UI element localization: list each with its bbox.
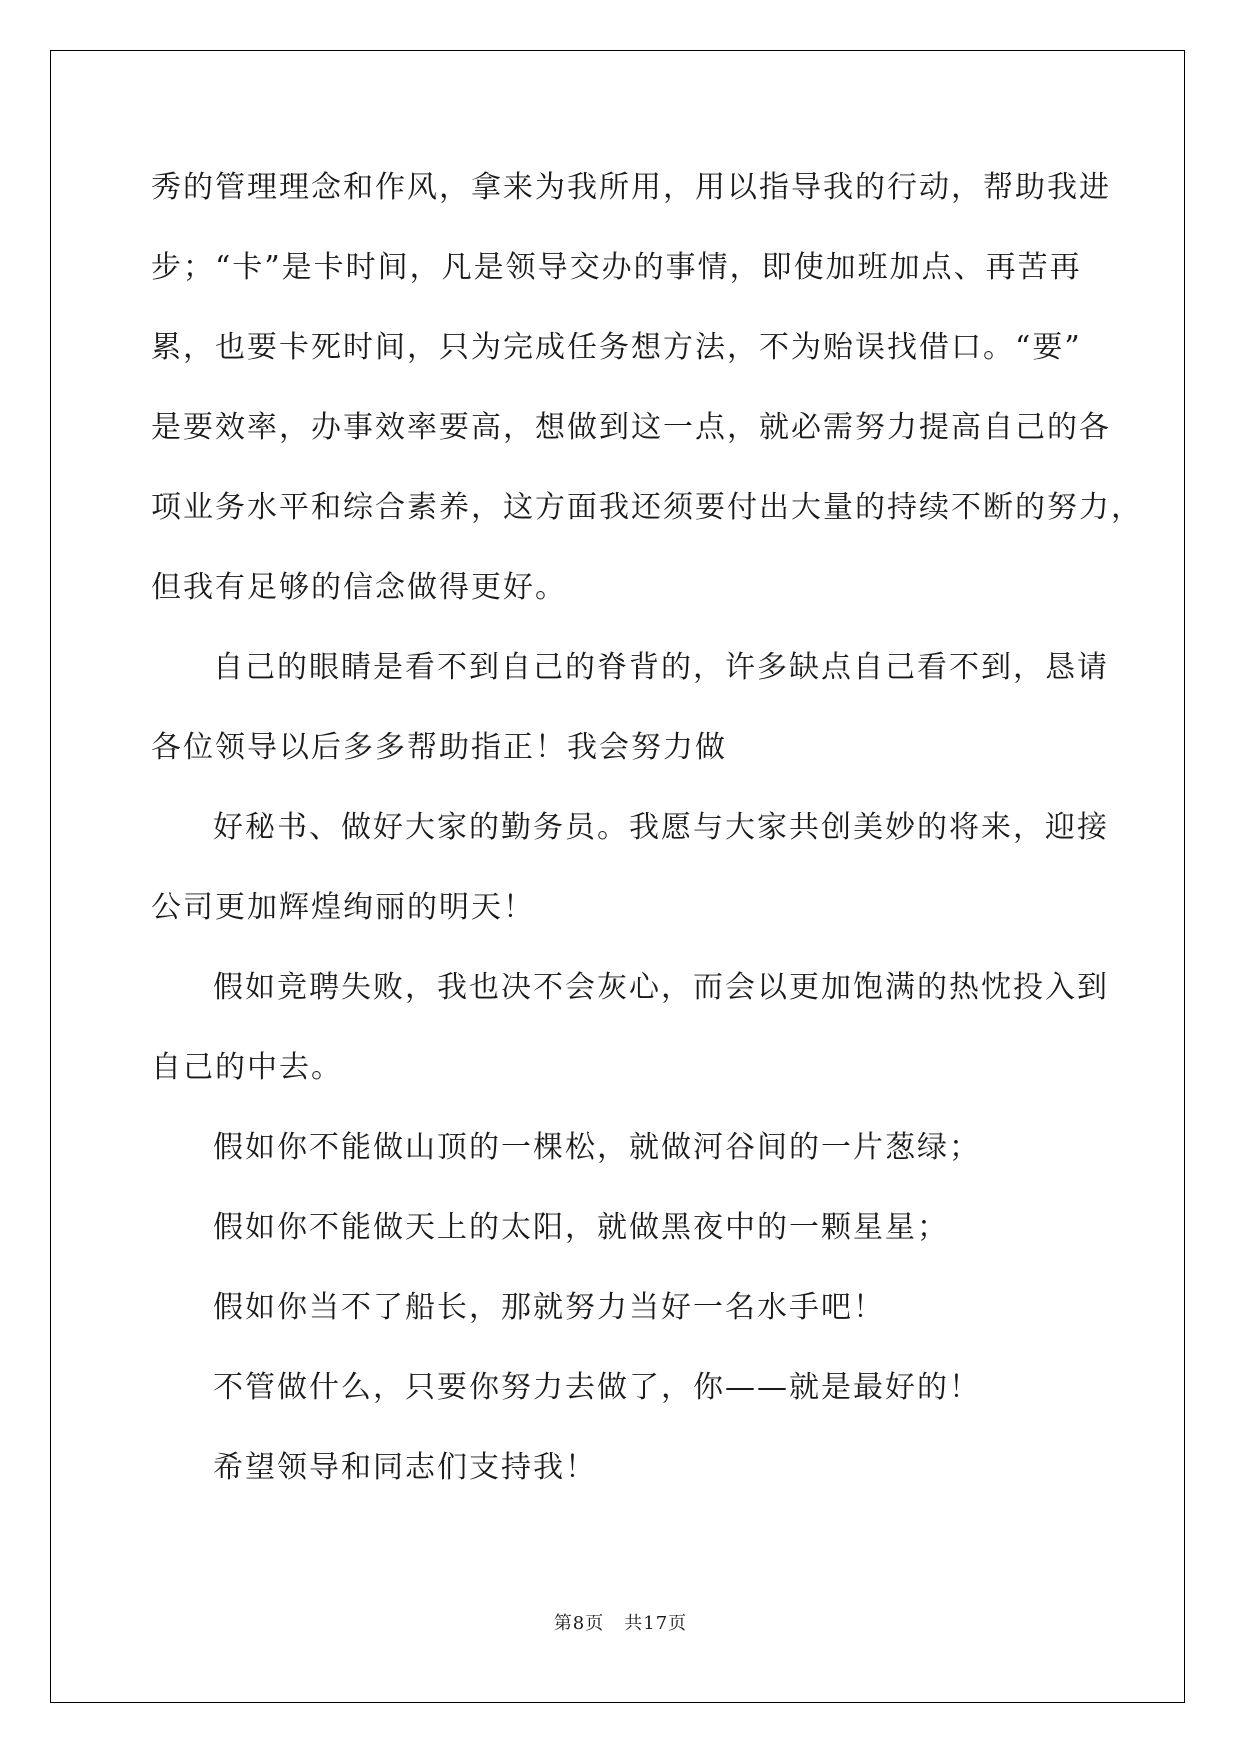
text-line: 公司更加辉煌绚丽的明天！ <box>151 890 535 925</box>
text-line: 假如你当不了船长，那就努力当好一名水手吧！ <box>213 1290 885 1325</box>
text-line: 假如竞聘失败，我也决不会灰心，而会以更加饱满的热忱投入到 <box>213 970 1109 1005</box>
page-total: 共17页 <box>624 1613 688 1634</box>
text-line: 希望领导和同志们支持我！ <box>213 1450 597 1485</box>
text-line: 是要效率，办事效率要高，想做到这一点，就必需努力提高自己的各 <box>151 410 1111 445</box>
text-line: 自己的中去。 <box>151 1050 343 1085</box>
text-line: 假如你不能做山顶的一棵松，就做河谷间的一片葱绿； <box>213 1130 981 1165</box>
text-line: 各位领导以后多多帮助指正！我会努力做 <box>151 730 727 765</box>
text-line: 项业务水平和综合素养，这方面我还须要付出大量的持续不断的努力， <box>151 490 1143 525</box>
text-line: 但我有足够的信念做得更好。 <box>151 570 567 605</box>
document-body <box>151 160 1143 1520</box>
text-line: 自己的眼睛是看不到自己的脊背的，许多缺点自己看不到，恳请 <box>213 650 1109 685</box>
text-line: 不管做什么，只要你努力去做了，你——就是最好的！ <box>213 1370 981 1405</box>
text-line: 累，也要卡死时间，只为完成任务想方法，不为贻误找借口。“要” <box>151 330 1082 365</box>
text-line: 假如你不能做天上的太阳，就做黑夜中的一颗星星； <box>213 1210 949 1245</box>
text-line: 步；“卡”是卡时间，凡是领导交办的事情，即使加班加点、再苦再 <box>151 250 1082 285</box>
text-line: 秀的管理理念和作风，拿来为我所用，用以指导我的行动，帮助我进 <box>151 170 1111 205</box>
text-line: 好秘书、做好大家的勤务员。我愿与大家共创美妙的将来，迎接 <box>213 810 1109 845</box>
page-number: 第8页 <box>553 1613 605 1634</box>
page-footer <box>0 1612 1241 1636</box>
